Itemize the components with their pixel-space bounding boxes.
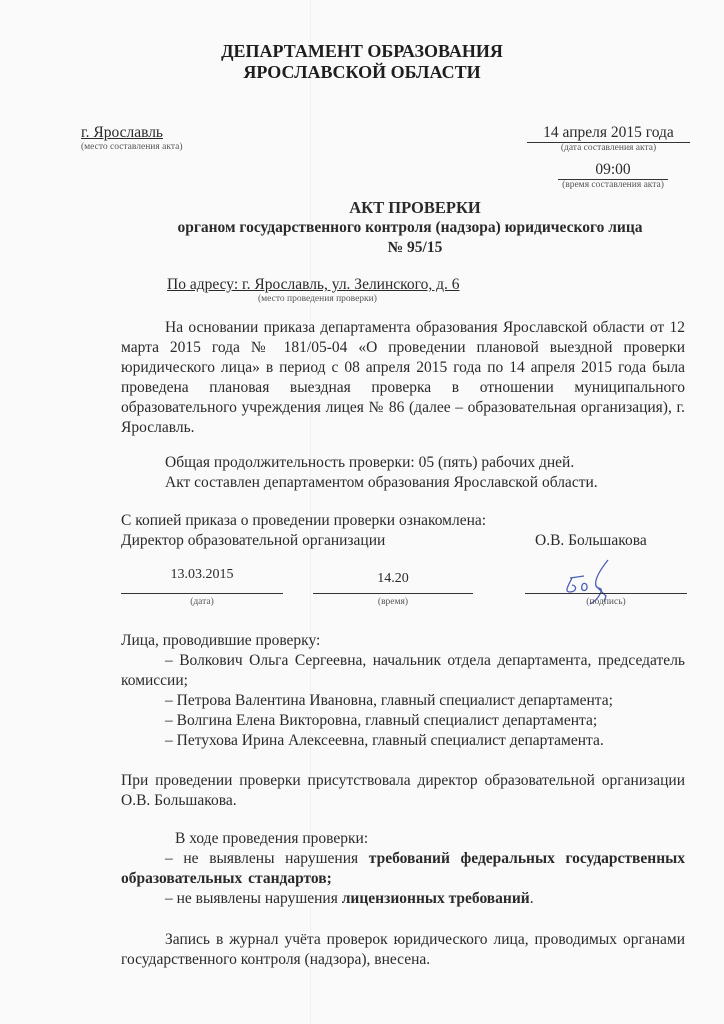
finding-suffix: . [529,890,534,907]
compiled-by-text: Акт составлен департаментом образования Ярославской области. [165,474,598,491]
findings-intro: В ходе проведения проверки: [175,830,369,847]
signature-caption: (подпись) [586,597,626,607]
finding-prefix: – не выявлены нарушения [165,850,369,867]
time-caption: (время составления акта) [562,180,664,190]
place-caption: (место составления акта) [81,142,183,152]
act-subtitle: органом государственного контроля (надзора) юридического лица [177,219,643,236]
journal-paragraph: Запись в журнал учёта проверок юридического лица, проводимых органами государственного контроля (надзора), внесена. [121,931,685,968]
finding-prefix: – не выявлены нарушения [165,890,342,907]
department-title-line2: ЯРОСЛАВСКОЙ ОБЛАСТИ [243,62,481,82]
finding-bold: лицензионных требований [341,890,530,907]
director-name: О.В. Большакова [535,532,647,549]
acquainted-date-line [121,593,283,594]
duration-text: Общая продолжительность проверки: 05 (пять) рабочих дней. [165,454,575,471]
acquainted-time: 14.20 [377,571,409,586]
address-caption: (место проведения проверки) [258,294,377,304]
acquainted-time-caption: (время) [377,597,409,607]
inspector-item: – Волкович Ольга Сергеевна, начальник отдела департамента, председатель комиссии; [121,652,685,689]
inspector-item: – Петухова Ирина Алексеевна, главный специалист департамента. [165,732,604,749]
finding-item-fgos [121,849,685,889]
finding-item-license [165,889,534,909]
signature-line [525,593,687,594]
acquainted-time-line [313,593,473,594]
basis-paragraph: На основании приказа департамента образования Ярославской области от 12 марта 2015 года № 181/05-04 «О проведении плановой выездной проверки юридического лица» в период с 08 апреля 2015 года по 14 апреля 2015 года была проведена плановая выездная проверка в отношении муниципального образовательного учреждения лицея № 86 (далее – образовательная организация), г. Ярославль. [121,319,685,436]
date-caption: (дата составления акта) [560,143,657,153]
act-number: № 95/15 [387,239,443,256]
director-position: Директор образовательной организации [121,532,386,549]
department-title-line1: ДЕПАРТАМЕНТ ОБРАЗОВАНИЯ [221,41,503,61]
place-value: г. Ярославль [81,124,163,141]
acquainted-date-caption: (дата) [190,597,214,607]
inspector-item: – Волгина Елена Викторовна, главный специалист департамента; [165,712,598,729]
inspection-address: По адресу: г. Ярославль, ул. Зелинского, д. 6 [167,276,460,293]
date-value: 14 апреля 2015 года [543,124,674,141]
acquainted-date: 13.03.2015 [170,567,234,582]
finding-bold: требований федеральных государственных образовательных стандартов; [121,850,685,887]
acquainted-intro: С копией приказа о проведении проверки ознакомлена: [121,512,487,529]
time-value: 09:00 [595,161,631,178]
inspector-item: – Петрова Валентина Ивановна, главный специалист департамента; [165,692,613,709]
present-paragraph: При проведении проверки присутствовала директор образовательной организации О.В. Большакова. [121,772,685,809]
act-title: АКТ ПРОВЕРКИ [349,198,481,217]
inspectors-intro: Лица, проводившие проверку: [121,632,321,649]
